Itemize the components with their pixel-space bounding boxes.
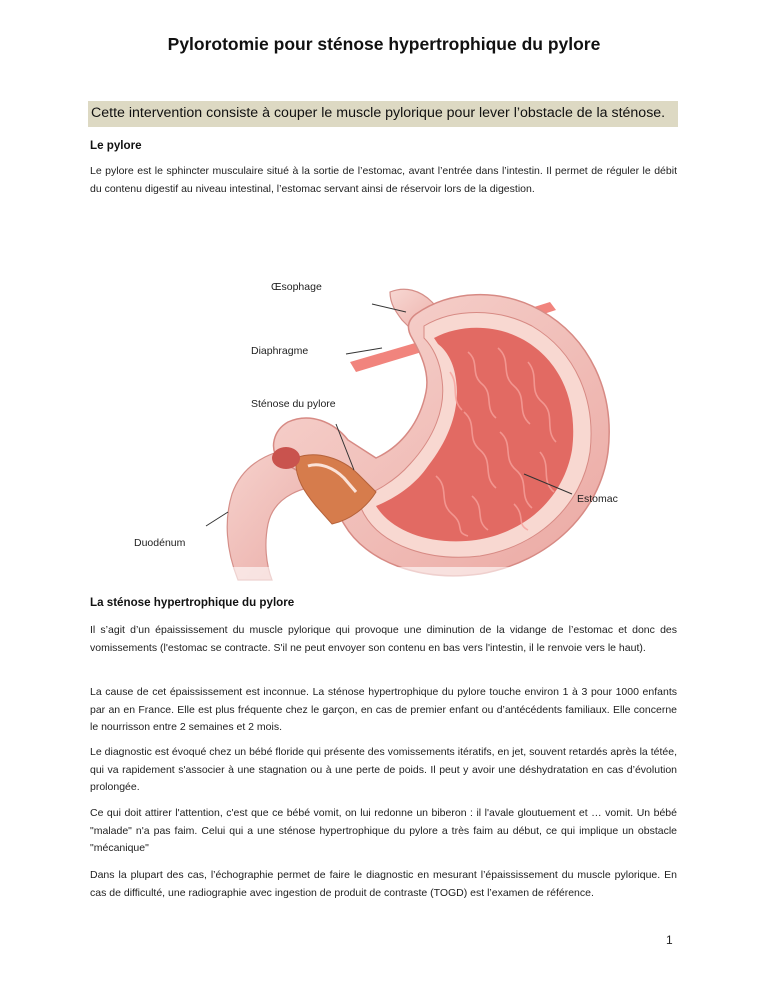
paragraph-stenose-4: Ce qui doit attirer l'attention, c'est que ce bébé vomit, on lui redonne un biberon : il l'avale gloutuement et … vomit. Un bébé "malade" n'a pas faim. Celui qui a une sténose hypertrophique du pylore a très faim au début, ce qui implique un obstacle "mécanique" [90, 807, 677, 854]
paragraph-stenose-3: Le diagnostic est évoqué chez un bébé floride qui présente des vomissements itératifs, en jet, souvent retardés après la tétée, qui va rapidement s'associer à une stagnation ou à une perte de poids. Il peut y avoir une déshydratation en cas d’évolution prolongée. [90, 746, 677, 793]
label-oesophage: Œsophage [271, 281, 322, 293]
paragraph-stenose-1: Il s’agit d’un épaississement du muscle pylorique qui provoque une diminution de la vidange de l’estomac et donc des vomissements (l'estomac se contracte. S'il ne peut envoyer son contenu en bas vers l'intestin, il le renvoie vers le haut). [90, 624, 677, 654]
label-stenose: Sténose du pylore [251, 398, 336, 410]
duodenum-lumen [272, 447, 300, 469]
section-heading-stenose: La sténose hypertrophique du pylore [90, 596, 295, 609]
label-estomac: Estomac [577, 493, 618, 505]
stomach-figure [120, 262, 640, 587]
stomach-illustration [120, 262, 640, 587]
paragraph-stenose-5: Dans la plupart des cas, l’échographie permet de faire le diagnostic en mesurant l’épaississement du muscle pylorique. En cas de difficulté, une radiographie avec ingestion de produit de contraste (TOGD) est l’examen de référence. [90, 869, 677, 899]
section-heading-pylore: Le pylore [90, 139, 142, 152]
page-title: Pylorotomie pour sténose hypertrophique du pylore [167, 34, 601, 54]
paragraph-stenose-2: La cause de cet épaississement est inconnue. La sténose hypertrophique du pylore touche environ 1 à 3 pour 1000 enfants par an en France. Elle est plus fréquente chez le garçon, en cas de premier enfant ou d’antécédents familiaux. Elle concerne le nourrisson entre 2 semaines et 2 mois. [90, 686, 677, 733]
paragraph-pylore: Le pylore est le sphincter musculaire situé à la sortie de l’estomac, avant l’entrée dans l’intestin. Il permet de réguler le débit du contenu digestif au niveau intestinal, l’estomac servant ainsi de réservoir lors de la digestion. [90, 165, 677, 195]
label-diaphragme: Diaphragme [251, 345, 309, 357]
summary-box: Cette intervention consiste à couper le muscle pylorique pour lever l’obstacle de la sténose. [88, 101, 678, 127]
page-number: 1 [666, 933, 673, 947]
label-duodenum: Duodénum [134, 537, 186, 549]
